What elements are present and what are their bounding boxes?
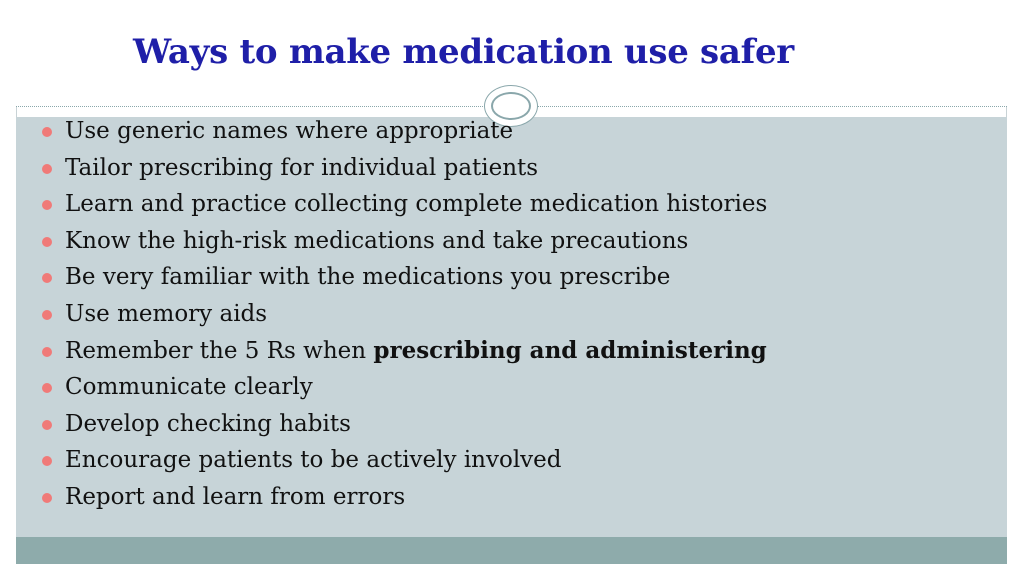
bullet-item [38,259,938,296]
bullet-icon [42,383,52,393]
bullet-text-bold: prescribing and administering [373,336,767,364]
bullet-icon [42,127,52,137]
bullet-icon [42,493,52,503]
bullet-text: Know the high-risk medications and take precautions [65,227,689,254]
bullet-text: Use generic names where appropriate [65,118,514,144]
slide-title: Ways to make medication use safer [133,32,794,72]
bullet-item [38,150,938,187]
bullet-item [38,186,938,223]
bullet-icon [42,164,52,174]
bullet-text: Tailor prescribing for individual patients [65,154,539,181]
bullet-text: Encourage patients to be actively involved [65,447,562,474]
bullet-item [38,479,938,516]
bullet-icon [42,237,52,247]
bullet-text: Use memory aids [65,300,268,327]
bullet-item [38,442,938,479]
bullet-item [38,113,938,150]
bullet-item [38,369,938,406]
bullet-item [38,296,938,333]
bullet-text: Communicate clearly [65,374,313,401]
bullet-item [38,406,938,443]
bullet-icon [42,310,52,320]
bullet-item [38,223,938,260]
bullet-text: Be very familiar with the medications you prescribe [65,264,671,291]
bullet-icon [42,347,52,357]
footer-band [16,537,1007,564]
bullet-icon [42,420,52,430]
bullet-text: Report and learn from errors [65,483,406,510]
bullet-list [38,113,938,516]
bullet-text: Remember the 5 Rs when [65,337,374,364]
bullet-text: Develop checking habits [65,410,351,437]
bullet-item [38,333,938,370]
bullet-icon [42,200,52,210]
bullet-icon [42,273,52,283]
bullet-text: Learn and practice collecting complete medication histories [65,191,768,218]
bullet-icon [42,456,52,466]
